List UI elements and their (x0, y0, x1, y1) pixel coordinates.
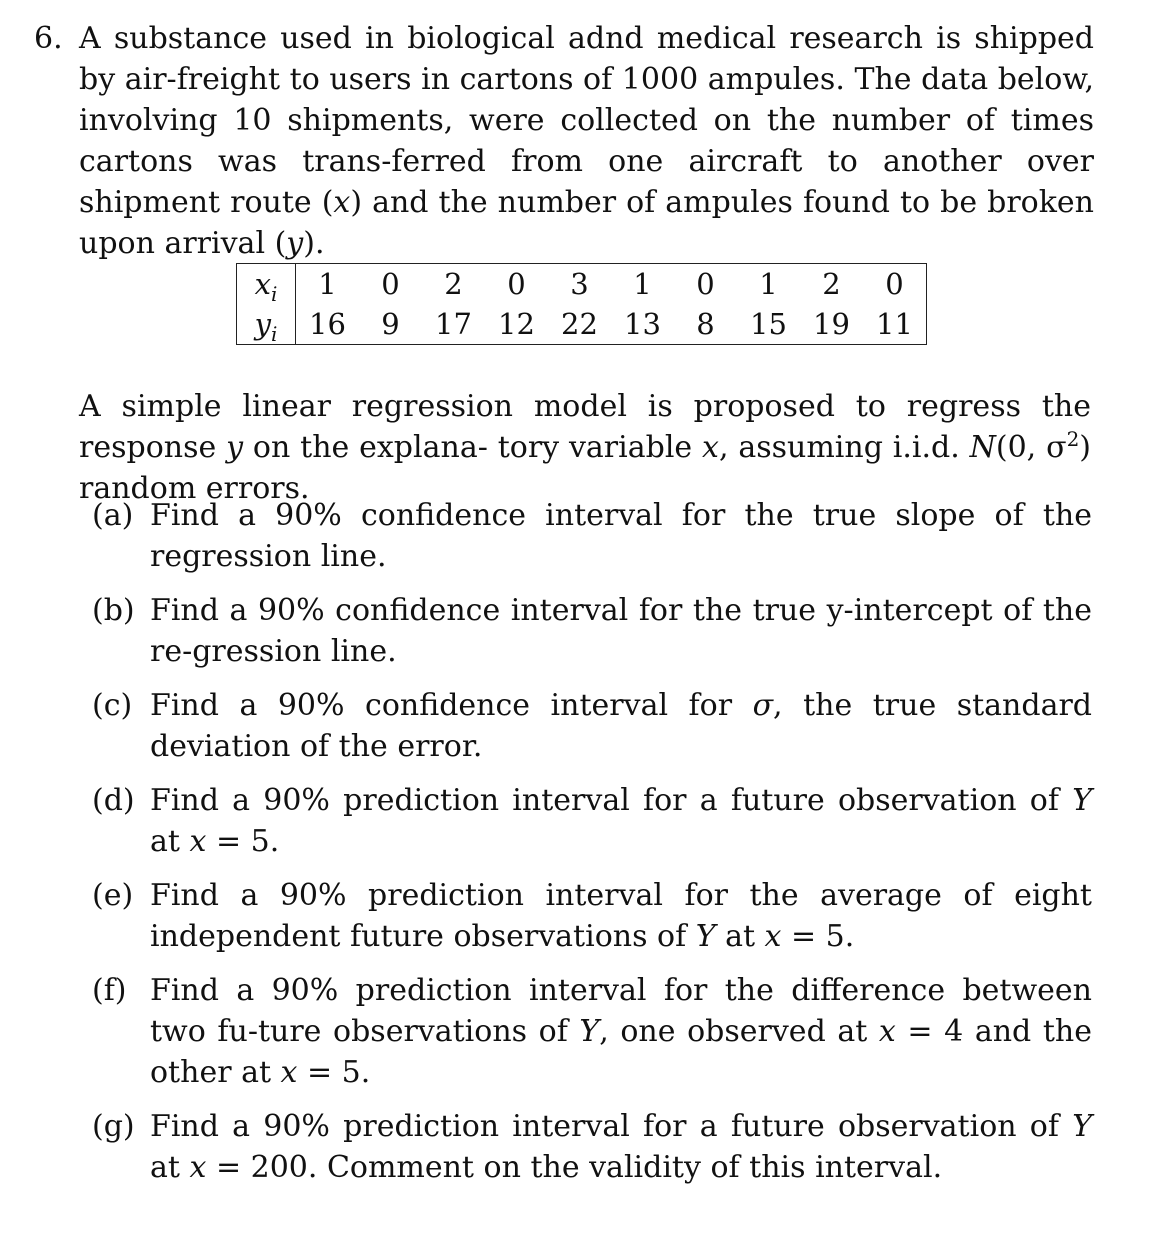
variable-x: x (333, 185, 351, 220)
statement-part-2: ) and the number of ampules found to be broken upon arrival ( (79, 185, 1094, 261)
y-subscript: i (270, 321, 278, 346)
question-part-b (92, 590, 1092, 672)
part-text: , one observed at (599, 1014, 879, 1049)
sigma-symbol: σ (752, 688, 774, 723)
y-cell: 22 (561, 307, 598, 341)
y-cell: 9 (381, 307, 400, 341)
variable-x: x (189, 1150, 207, 1185)
x-cell: 0 (507, 267, 526, 301)
y-cell: 11 (876, 307, 913, 341)
question-parts (92, 495, 1092, 1201)
statement-part-1: A substance used in biological adnd medical research is shipped by air-freight to users in cartons of 1000 ampules. The data below, involving 10 shipments, were collected on the number of times cartons was trans-ferred from one aircraft to another over shipment route ( (79, 21, 1094, 220)
normal-dist-symbol: N (969, 430, 996, 465)
part-label: (d) (92, 783, 135, 818)
y-symbol: y (254, 307, 271, 341)
part-text: Find a 90% confidence interval for the true y-intercept of the re-gression line. (150, 593, 1092, 669)
part-label: (e) (92, 878, 134, 913)
part-text: at (715, 919, 765, 954)
part-text: = 4 and the other at (150, 1014, 1092, 1090)
intro-variable-x: x (702, 430, 719, 465)
question-part-e (92, 875, 1092, 957)
question-part-f (92, 970, 1092, 1093)
sigma-exponent: 2 (1066, 427, 1080, 451)
intro-text-4: random errors. (79, 471, 310, 506)
variable-y: y (286, 226, 304, 261)
question-part-c (92, 685, 1092, 767)
variable-x: x (280, 1055, 298, 1090)
normal-dist-close: ) (1079, 430, 1092, 465)
y-cell: 12 (498, 307, 535, 341)
problem-statement (34, 18, 1094, 264)
question-part-d (92, 780, 1092, 862)
data-table (236, 263, 927, 345)
part-text: = 5. (781, 919, 855, 954)
variable-Y: Y (579, 1014, 600, 1049)
part-text: Find a 90% prediction interval for the difference between two fu-ture observations of (150, 973, 1092, 1049)
variable-Y: Y (695, 919, 716, 954)
part-label: (f) (92, 973, 127, 1008)
part-label: (b) (92, 593, 135, 628)
intro-text-2: on the explana- tory variable (243, 430, 703, 465)
x-cell: 2 (444, 267, 463, 301)
model-description (79, 386, 1091, 509)
problem-text (79, 18, 1094, 264)
part-text: Find a 90% confidence interval for the true slope of the regression line. (150, 498, 1092, 574)
question-part-g (92, 1106, 1092, 1188)
part-text: at (150, 824, 190, 859)
part-text: at (150, 1150, 190, 1185)
variable-x: x (189, 824, 207, 859)
part-text: , the true standard deviation of the error. (150, 688, 1092, 764)
x-symbol: x (254, 267, 271, 301)
normal-dist-args: (0, σ (995, 430, 1067, 465)
variable-Y: Y (1072, 1109, 1092, 1144)
intro-text-1: A simple linear regression model is proposed to regress the response (79, 389, 1091, 465)
x-cell: 1 (633, 267, 652, 301)
x-cell: 1 (318, 267, 337, 301)
table-row-x (237, 264, 927, 305)
row-header-y (237, 304, 296, 345)
part-text: = 5. (206, 824, 280, 859)
problem-number: 6. (34, 21, 63, 56)
x-cell: 0 (381, 267, 400, 301)
variable-x: x (878, 1014, 896, 1049)
question-part-a (92, 495, 1092, 577)
y-cell: 13 (624, 307, 661, 341)
part-label: (a) (92, 498, 134, 533)
x-cell: 1 (759, 267, 778, 301)
x-cell: 2 (822, 267, 841, 301)
y-cell: 19 (813, 307, 850, 341)
row-header-x (237, 264, 296, 305)
x-cell: 0 (696, 267, 715, 301)
x-cell: 0 (885, 267, 904, 301)
y-cell: 17 (435, 307, 472, 341)
y-cell: 16 (309, 307, 346, 341)
variable-Y: Y (1072, 783, 1092, 818)
intro-variable-y: y (226, 430, 244, 465)
x-cell: 3 (570, 267, 589, 301)
part-label: (c) (92, 688, 133, 723)
variable-x: x (764, 919, 782, 954)
x-subscript: i (270, 281, 278, 306)
part-text: Find a 90% prediction interval for a future observation of (150, 783, 1073, 818)
intro-text-3: , assuming i.i.d. (718, 430, 970, 465)
part-label: (g) (92, 1109, 135, 1144)
part-text: Find a 90% prediction interval for a future observation of (150, 1109, 1073, 1144)
y-cell: 15 (750, 307, 787, 341)
y-cell: 8 (696, 307, 715, 341)
part-text: = 5. (297, 1055, 371, 1090)
part-text: Find a 90% prediction interval for the average of eight independent future observations of (150, 878, 1092, 954)
part-text: Find a 90% confidence interval for (150, 688, 753, 723)
table-row-y (237, 304, 927, 345)
part-text: = 200. Comment on the validity of this interval. (206, 1150, 943, 1185)
statement-part-3: ). (303, 226, 325, 261)
